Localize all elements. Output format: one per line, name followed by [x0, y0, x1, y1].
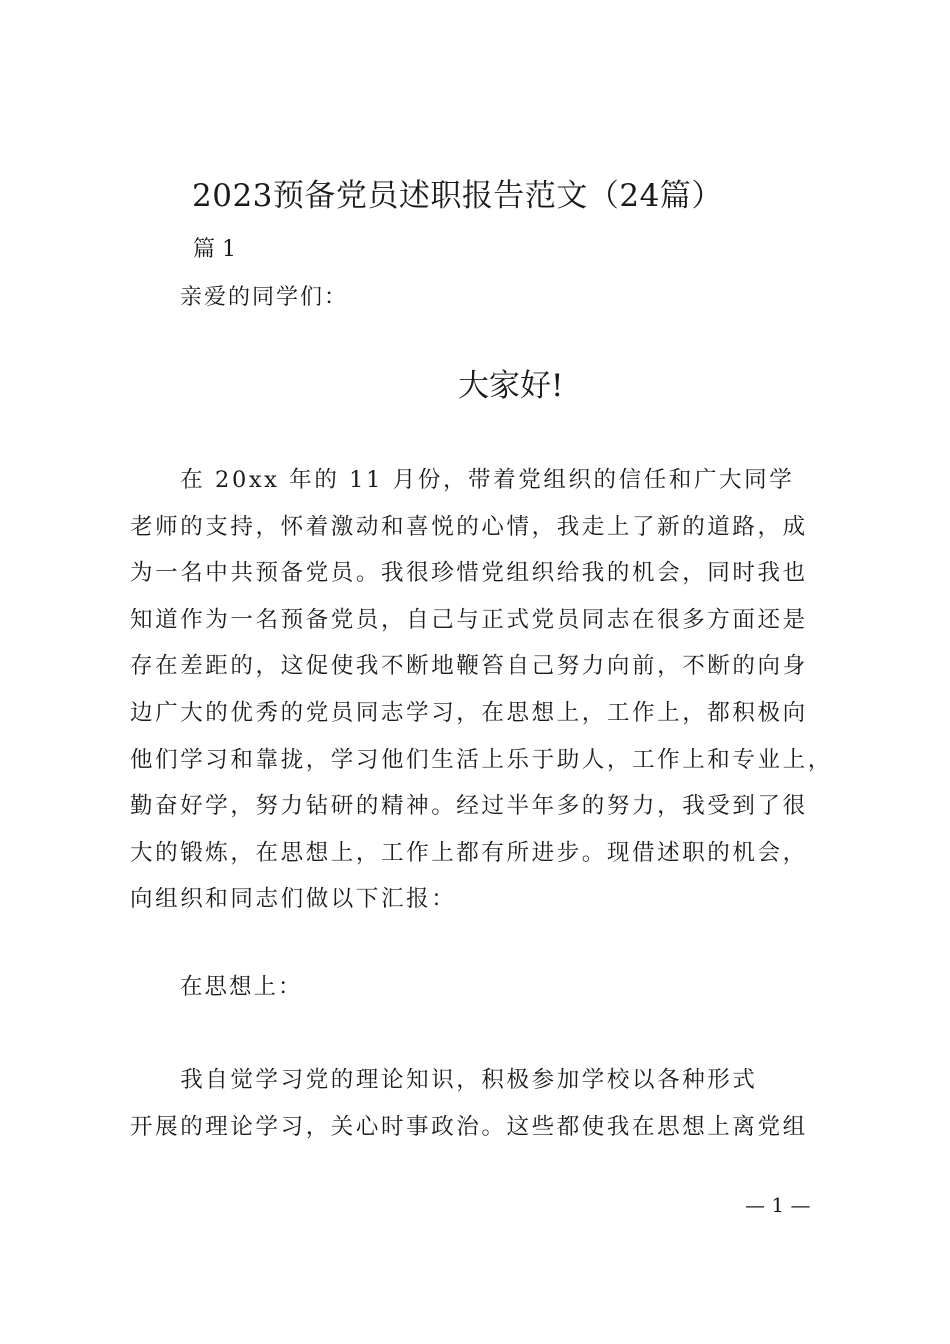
salutation: 亲爱的同学们： [180, 285, 349, 310]
paragraph-line: 向组织和同志们做以下汇报： [130, 886, 457, 913]
paragraph-line: 在 20xx 年的 11 月份，带着党组织的信任和广大同学 [130, 467, 795, 493]
page-number: — 1 — [745, 1193, 811, 1217]
greeting: 大家好! [458, 368, 564, 404]
paragraph-line: 开展的理论学习，关心时事政治。这些都使我在思想上离党组 [130, 1113, 808, 1140]
paragraph-2 [130, 1057, 830, 1150]
paragraph-line: 大的锻炼，在思想上，工作上都有所进步。现借述职的机会， [130, 839, 808, 866]
subheading: 篇 1 [193, 237, 236, 262]
paragraph-line: 老师的支持，怀着激动和喜悦的心情，我走上了新的道路，成 [130, 513, 808, 540]
paragraph-line: 他们学习和靠拢，学习他们生活上乐于助人，工作上和专业上， [130, 746, 833, 773]
paragraph-line: 我自觉学习党的理论知识，积极参加学校以各种形式 [130, 1067, 758, 1093]
document-title: 2023预备党员述职报告范文（24篇） [192, 178, 723, 214]
section-heading: 在思想上： [180, 974, 303, 1000]
paragraph-1 [130, 457, 833, 923]
paragraph-line: 为一名中共预备党员。我很珍惜党组织给我的机会，同时我也 [130, 560, 808, 587]
paragraph-line: 勤奋好学，努力钻研的精神。经过半年多的努力，我受到了很 [130, 793, 808, 820]
paragraph-line: 存在差距的，这促使我不断地鞭笞自己努力向前，不断的向身 [130, 653, 808, 680]
paragraph-line: 知道作为一名预备党员，自己与正式党员同志在很多方面还是 [130, 606, 808, 633]
paragraph-line: 边广大的优秀的党员同志学习，在思想上，工作上，都积极向 [130, 699, 808, 726]
